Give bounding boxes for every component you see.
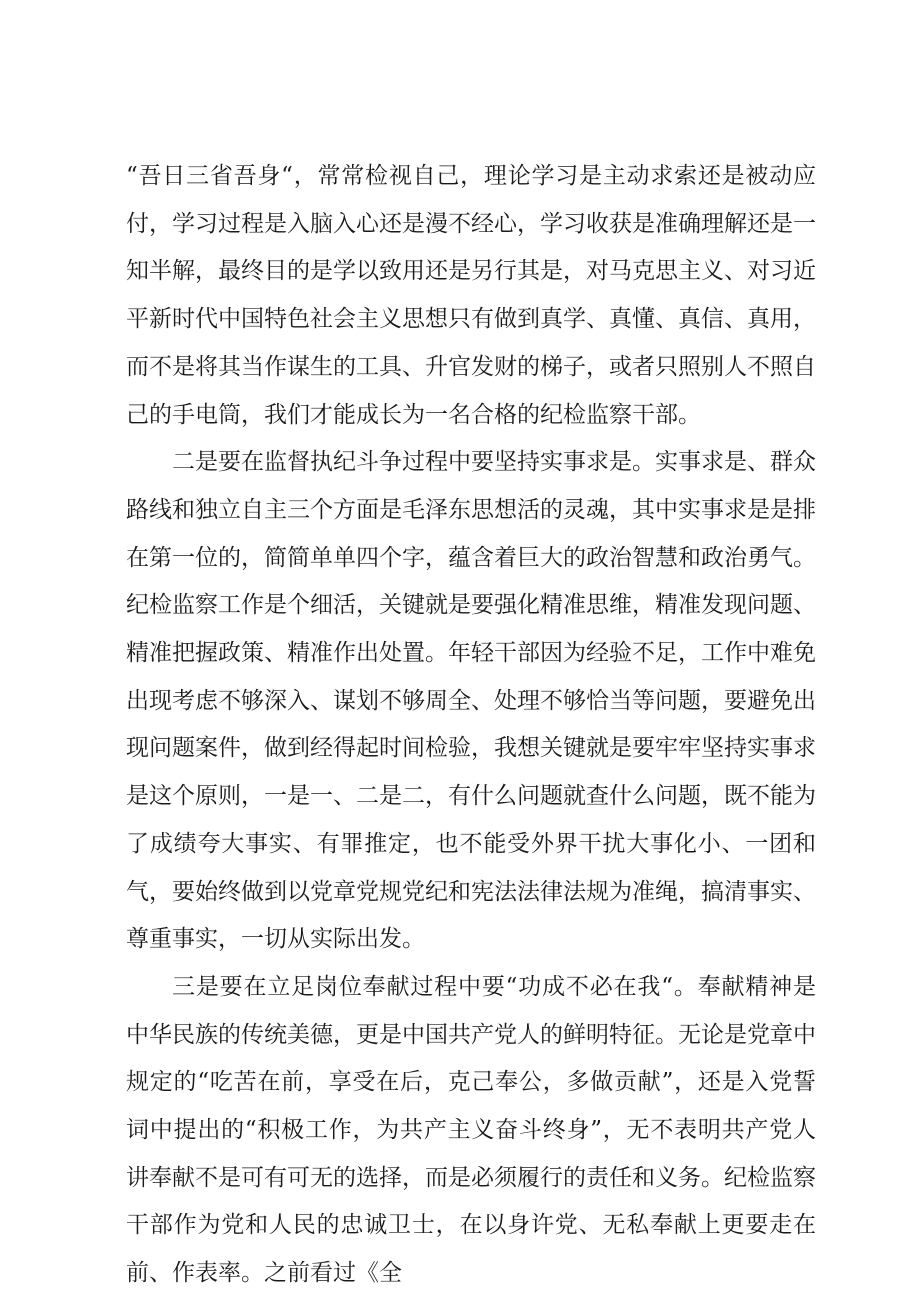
- paragraph-2: 二是要在监督执纪斗争过程中要坚持实事求是。实事求是、群众路线和独立自主三个方面是毛泽东思想活的灵魂，其中实事求是是排在第一位的，简简单单四个字，蕴含着巨大的政治智慧和政治勇气。纪检监察工作是个细活，关键就是要强化精准思维，精准发现问题、精准把握政策、精准作出处置。年轻干部因为经验不足，工作中难免出现考虑不够深入、谋划不够周全、处理不够恰当等问题，要避免出现问题案件，做到经得起时间检验，我想关键就是要牢牢坚持实事求是这个原则，一是一、二是二，有什么问题就查什么问题，既不能为了成绩夸大事实、有罪推定，也不能受外界干扰大事化小、一团和气，要始终做到以党章党规党纪和宪法法律法规为准绳，搞清事实、尊重事实，一切从实际出发。: [126, 449, 816, 953]
- paragraph-3: 三是要在立足岗位奉献过程中要“功成不必在我“。奉献精神是中华民族的传统美德，更是中国共产党人的鲜明特征。无论是党章中规定的“吃苦在前，享受在后，克己奉公，多做贡献”，还是入党誓词中提出的“积极工作，为共产主义奋斗终身”，无不表明共产党人讲奉献不是可有可无的选择，而是必须履行的责任和义务。纪检监察干部作为党和人民的忠诚卫士，在以身许党、无私奉献上更要走在前、作表率。之前看过《全: [126, 973, 816, 1287]
- paragraph-1: “吾日三省吾身“，常常检视自己，理论学习是主动求索还是被动应付，学习过程是入脑入心还是漫不经心，学习收获是准确理解还是一知半解，最终目的是学以致用还是另行其是，对马克思主义、对习近平新时代中国特色社会主义思想只有做到真学、真懂、真信、真用，而不是将其当作谋生的工具、升官发财的梯子，或者只照别人不照自己的手电筒，我们才能成长为一名合格的纪检监察干部。: [126, 163, 816, 428]
- document-body: [126, 153, 816, 1298]
